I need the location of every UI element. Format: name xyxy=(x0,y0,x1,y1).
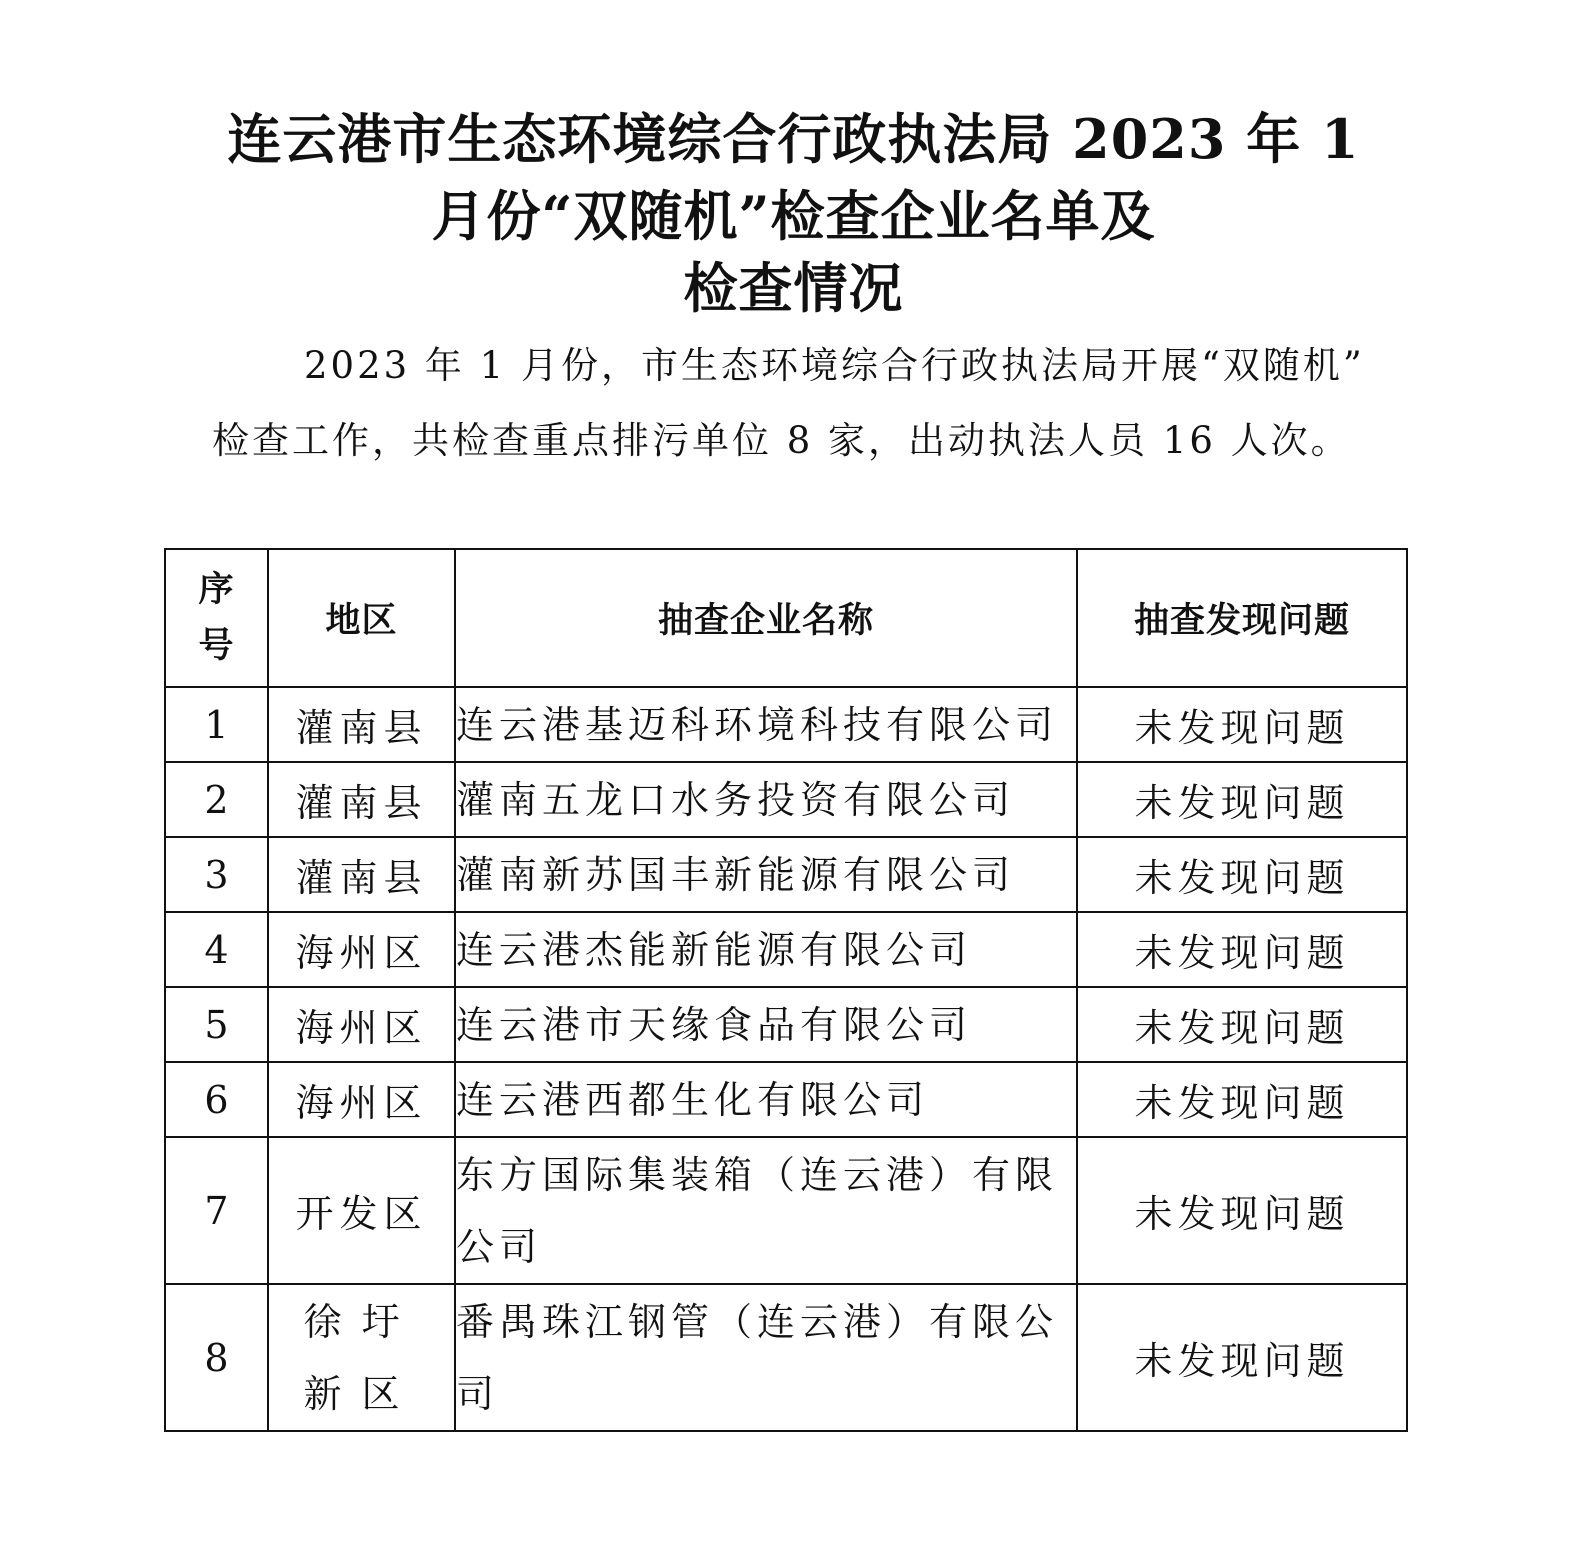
row-number: 2 xyxy=(165,762,268,837)
intro-paragraph-line-1: 2023 年 1 月份，市生态环境综合行政执法局开展“双随机” xyxy=(304,344,1365,387)
row-company: 灌南五龙口水务投资有限公司 xyxy=(455,762,1077,837)
row-region-line-2: 新区 xyxy=(303,1371,420,1416)
row-company xyxy=(455,1284,1077,1431)
row-issues: 未发现问题 xyxy=(1077,1062,1407,1137)
row-number: 4 xyxy=(165,912,268,987)
row-company: 连云港市天缘食品有限公司 xyxy=(455,987,1077,1062)
header-company-name: 抽查企业名称 xyxy=(455,549,1077,687)
document-title-line-3: 检查情况 xyxy=(683,256,904,320)
row-company-line-1: 番禺珠江钢管（连云港）有限公 xyxy=(456,1299,1059,1344)
header-serial-line-2: 号 xyxy=(198,626,235,666)
document-title-line-2: 月份“双随机”检查企业名单及 xyxy=(431,184,1156,248)
table-row xyxy=(165,1137,1407,1284)
header-serial-line-1: 序 xyxy=(198,570,235,610)
row-region xyxy=(268,1284,455,1431)
row-number: 1 xyxy=(165,687,268,762)
row-issues: 未发现问题 xyxy=(1077,912,1407,987)
row-company-line-2: 公司 xyxy=(456,1224,543,1269)
table-header-row xyxy=(165,549,1407,687)
table-row xyxy=(165,837,1407,912)
row-issues: 未发现问题 xyxy=(1077,1137,1407,1284)
row-number: 5 xyxy=(165,987,268,1062)
row-region: 开发区 xyxy=(268,1137,455,1284)
row-issues: 未发现问题 xyxy=(1077,687,1407,762)
row-number: 7 xyxy=(165,1137,268,1284)
row-company xyxy=(455,1137,1077,1284)
row-region: 灌南县 xyxy=(268,687,455,762)
row-region-line-1: 徐圩 xyxy=(303,1299,420,1344)
row-region: 灌南县 xyxy=(268,837,455,912)
row-company-line-1: 东方国际集装箱（连云港）有限 xyxy=(456,1152,1059,1197)
row-issues: 未发现问题 xyxy=(1077,987,1407,1062)
header-region: 地区 xyxy=(268,549,455,687)
row-number: 3 xyxy=(165,837,268,912)
document-title-line-1: 连云港市生态环境综合行政执法局 2023 年 1 xyxy=(227,107,1360,171)
row-issues: 未发现问题 xyxy=(1077,837,1407,912)
row-issues: 未发现问题 xyxy=(1077,1284,1407,1431)
row-region: 海州区 xyxy=(268,1062,455,1137)
table-row xyxy=(165,687,1407,762)
row-company: 连云港西都生化有限公司 xyxy=(455,1062,1077,1137)
row-region: 海州区 xyxy=(268,987,455,1062)
row-region: 灌南县 xyxy=(268,762,455,837)
row-company: 连云港杰能新能源有限公司 xyxy=(455,912,1077,987)
table-row xyxy=(165,762,1407,837)
row-company: 灌南新苏国丰新能源有限公司 xyxy=(455,837,1077,912)
row-company: 连云港基迈科环境科技有限公司 xyxy=(455,687,1077,762)
row-issues: 未发现问题 xyxy=(1077,762,1407,837)
table-row xyxy=(165,987,1407,1062)
table-row xyxy=(165,1284,1407,1431)
row-company-line-2: 司 xyxy=(456,1371,500,1416)
header-issues-found: 抽查发现问题 xyxy=(1077,549,1407,687)
header-serial-number xyxy=(165,549,268,687)
table-row xyxy=(165,1062,1407,1137)
intro-paragraph-line-2: 检查工作，共检查重点排污单位 8 家，出动执法人员 16 人次。 xyxy=(212,419,1351,462)
inspection-table xyxy=(164,548,1408,1432)
row-number: 6 xyxy=(165,1062,268,1137)
table-row xyxy=(165,912,1407,987)
row-region: 海州区 xyxy=(268,912,455,987)
row-number: 8 xyxy=(165,1284,268,1431)
